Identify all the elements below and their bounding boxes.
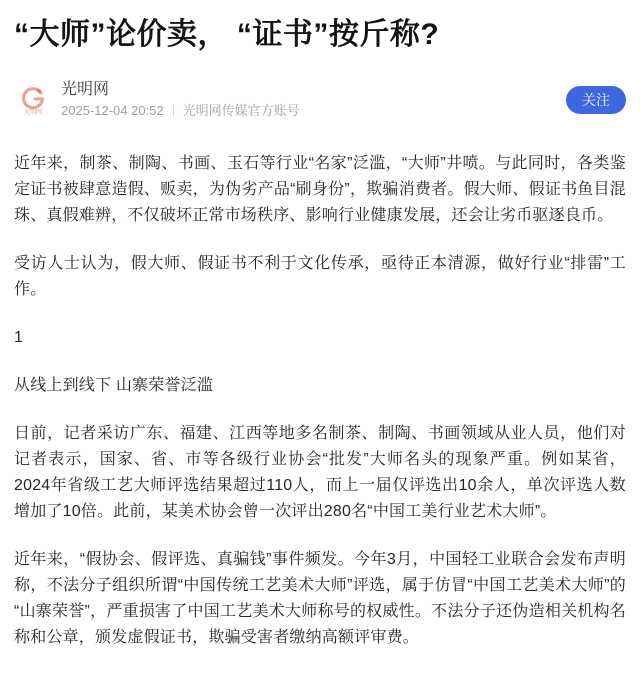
- section-subhead: 从线上到线下 山寨荣誉泛滥: [14, 377, 214, 394]
- page-title: “大师”论价卖， “证书”按斤称?: [14, 18, 440, 51]
- official-account-label: 光明网传媒官方账号: [182, 103, 300, 118]
- meta-divider: [173, 104, 174, 117]
- paragraph: 近年来，制茶、制陶、书画、玉石等行业“名家”泛滥，“大师”井喷。与此同时，各类鉴定证书被肆意造假、贩卖，为伪劣产品“刷身份”，欺骗消费者。假大师、假证书鱼目混珠、真假难辨，不仅破坏正常市场秩序、影响行业健康发展，还会让劣币驱逐良币。: [14, 155, 626, 224]
- publisher-name[interactable]: 光明网: [61, 81, 110, 98]
- paragraph: 受访人士认为，假大师、假证书不利于文化传承，亟待正本清源，做好行业“排雷”工作。: [14, 255, 626, 298]
- follow-button[interactable]: 关注: [566, 86, 626, 114]
- publisher-meta: [61, 102, 300, 119]
- guangming-logo-icon: [14, 81, 52, 119]
- section-number: 1: [14, 329, 24, 346]
- paragraph: 近年来，“假协会、假评选、真骗钱”事件频发。今年3月，中国轻工业联合会发布声明称，不法分子组织所谓“中国传统工艺美术大师”评选，属于仿冒“中国工艺美术大师”的“山寨荣誉”，严重损害了中国工艺美术大师称号的权威性。不法分子还伪造相关机构名称和公章，颁发虚假证书，欺骗受害者缴纳高额评审费。: [14, 551, 626, 646]
- publisher-info: [61, 80, 300, 119]
- paragraph: 日前，记者采访广东、福建、江西等地多名制茶、制陶、书画领域从业人员，他们对记者表示，国家、省、市等各级行业协会“批发”大师名头的现象严重。例如某省，2024年省级工艺大师评选结果超过110人，而上一届仅评选出10余人，单次评选人数增加了10倍。此前，某美术协会曾一次评出280名“中国工美行业艺术大师”。: [14, 425, 626, 520]
- publish-timestamp: 2025-12-04 20:52: [61, 103, 164, 118]
- publisher-avatar[interactable]: [14, 81, 52, 119]
- article-body: [14, 151, 626, 651]
- logo-text: 光明网: [23, 109, 43, 116]
- publisher-bar: [14, 80, 626, 119]
